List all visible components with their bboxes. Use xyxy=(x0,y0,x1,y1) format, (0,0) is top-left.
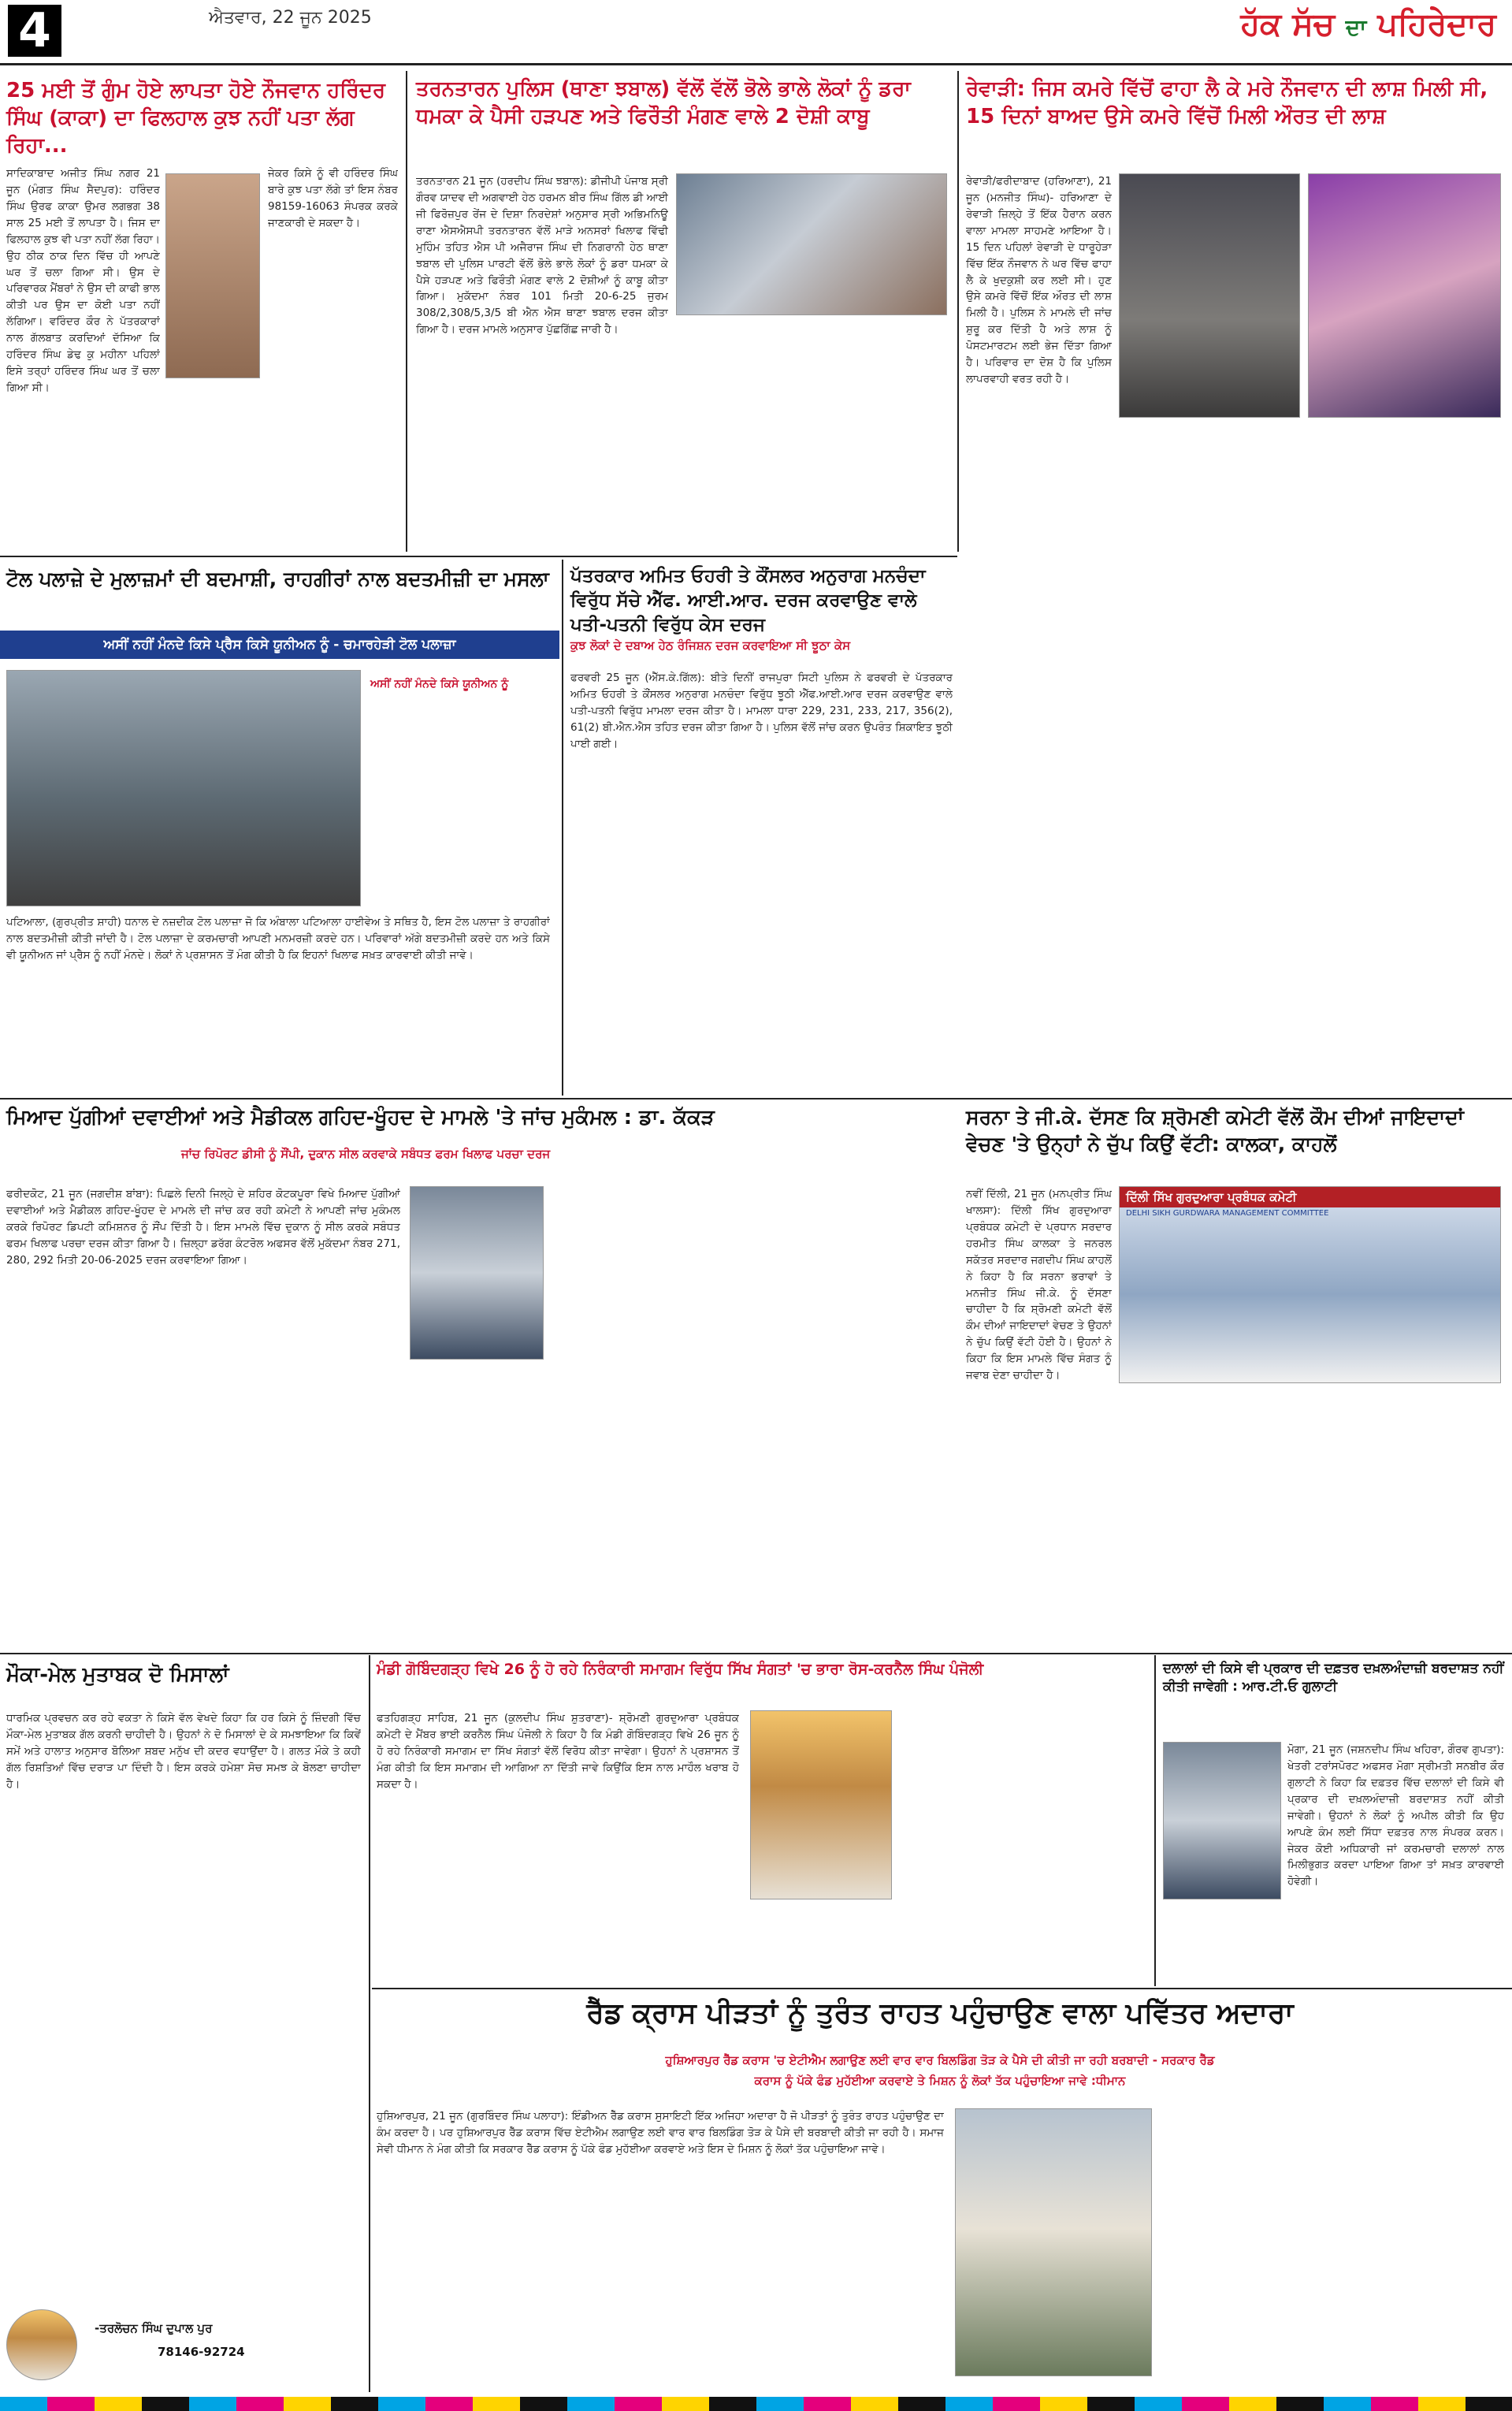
headline: ਮੌਕਾ-ਮੇਲ ਮੁਤਾਬਕ ਦੋ ਮਿਸਾਲਾਂ xyxy=(6,1663,229,1687)
subhead: ਜਾਂਚ ਰਿਪੋਰਟ ਡੀਸੀ ਨੂੰ ਸੌਂਪੀ, ਦੁਕਾਨ ਸੀਲ ਕਰਵਾਕੇ ਸਬੰਧਤ ਫਰਮ ਖਿਲਾਫ ਪਰਚਾ ਦਰਜ xyxy=(181,1147,551,1161)
body: ਨਵੀਂ ਦਿੱਲੀ, 21 ਜੂਨ (ਮਨਪ੍ਰੀਤ ਸਿੰਘ ਖਾਲਸਾ): ਦਿੱਲੀ ਸਿੱਖ ਗੁਰਦੁਆਰਾ ਪ੍ਰਬੰਧਕ ਕਮੇਟੀ ਦੇ ਪ੍ਰਧਾਨ ਸਰਦਾਰ ਹਰਮੀਤ ਸਿੰਘ ਕਾਲਕਾ ਤੇ ਜਨਰਲ ਸਕੱਤਰ ਸਰਦਾਰ ਜਗਦੀਪ ਸਿੰਘ ਕਾਹਲੋਂ ਨੇ ਕਿਹਾ ਹੈ ਕਿ ਸਰਨਾ ਭਰਾਵਾਂ ਤੇ ਮਨਜੀਤ ਸਿੰਘ ਜੀ.ਕੇ. ਨੂੰ ਦੱਸਣਾ ਚਾਹੀਦਾ ਹੈ ਕਿ ਸ਼੍ਰੋਮਣੀ ਕਮੇਟੀ ਵੱਲੋਂ ਕੌਮ ਦੀਆਂ ਜਾਇਦਾਦਾਂ ਵੇਚਣ ਤੇ ਉਹਨਾਂ ਨੇ ਚੁੱਪ ਕਿਉਂ ਵੱਟੀ ਹੋਈ ਹੈ। ਉਹਨਾਂ ਨੇ ਕਿਹਾ ਕਿ ਇਸ ਮਾਮਲੇ ਵਿੱਚ ਸੰਗਤ ਨੂੰ ਜਵਾਬ ਦੇਣਾ ਚਾਹੀਦਾ ਹੈ। xyxy=(966,1188,1112,1382)
subhead: ਕੁਝ ਲੋਕਾਂ ਦੇ ਦਬਾਅ ਹੇਠ ਰੰਜਿਸ਼ਨ ਦਰਜ ਕਰਵਾਇਆ ਸੀ ਝੂਠਾ ਕੇਸ xyxy=(570,638,851,653)
headline: ਤਰਨਤਾਰਨ ਪੁਲਿਸ (ਥਾਣਾ ਝਬਾਲ) ਵੱਲੋਂ ਵੱਲੋਂ ਭੋਲੇ ਭਾਲੇ ਲੋਕਾਂ ਨੂੰ ਡਰਾ ਧਮਕਾ ਕੇ ਪੈਸੀ ਹੜਪਣ ਅਤੇ ਫਿਰੌਤੀ ਮੰਗਣ ਵਾਲੇ 2 ਦੋਸ਼ੀ ਕਾਬੂ xyxy=(416,77,911,129)
section-rule xyxy=(0,1653,1512,1654)
author-phone: 78146-92724 xyxy=(158,2345,245,2359)
column-rule xyxy=(1154,1655,1156,1986)
body: ਰੇਵਾੜੀ/ਫਰੀਦਾਬਾਦ (ਹਰਿਆਣਾ), 21 ਜੂਨ (ਮਨਜੀਤ ਸਿੰਘ)- ਹਰਿਆਣਾ ਦੇ ਰੇਵਾੜੀ ਜ਼ਿਲ੍ਹੇ ਤੋਂ ਇੱਕ ਹੈਰਾਨ ਕਰਨ ਵਾਲਾ ਮਾਮਲਾ ਸਾਹਮਣੇ ਆਇਆ ਹੈ। 15 ਦਿਨ ਪਹਿਲਾਂ ਰੇਵਾੜੀ ਦੇ ਧਾਰੂਹੇੜਾ ਵਿੱਚ ਇੱਕ ਨੌਜਵਾਨ ਨੇ ਘਰ ਵਿੱਚ ਫਾਹਾ ਲੈ ਕੇ ਖੁਦਕੁਸ਼ੀ ਕਰ ਲਈ ਸੀ। ਹੁਣ ਉਸੇ ਕਮਰੇ ਵਿੱਚੋਂ ਇੱਕ ਔਰਤ ਦੀ ਲਾਸ਼ ਮਿਲੀ ਹੈ। ਪੁਲਿਸ ਨੇ ਮਾਮਲੇ ਦੀ ਜਾਂਚ ਸ਼ੁਰੂ ਕਰ ਦਿੱਤੀ ਹੈ ਅਤੇ ਲਾਸ਼ ਨੂੰ ਪੋਸਟਮਾਰਟਮ ਲਈ ਭੇਜ ਦਿੱਤਾ ਗਿਆ ਹੈ। ਪਰਿਵਾਰ ਦਾ ਦੋਸ਼ ਹੈ ਕਿ ਪੁਲਿਸ ਲਾਪਰਵਾਹੀ ਵਰਤ ਰਹੀ ਹੈ। xyxy=(966,175,1112,386)
article-missing-youth xyxy=(0,71,402,552)
headline: ਦਲਾਲਾਂ ਦੀ ਕਿਸੇ ਵੀ ਪ੍ਰਕਾਰ ਦੀ ਦਫ਼ਤਰ ਦਖ਼ਲਅੰਦਾਜ਼ੀ ਬਰਦਾਸ਼ਤ ਨਹੀਂ ਕੀਤੀ ਜਾਵੇਗੀ : ਆਰ.ਟੀ.ਓ ਗੁਲਾਟੀ xyxy=(1163,1661,1504,1695)
toll-quote: ਅਸੀਂ ਨਹੀਂ ਮੰਨਦੇ ਕਿਸੇ ਯੂਨੀਅਨ ਨੂੰ xyxy=(370,678,509,690)
room-photo xyxy=(1119,173,1300,418)
page-number: 4 xyxy=(8,5,61,57)
article-police-arrest xyxy=(411,71,955,552)
subhead-2: ਕਰਾਸ ਨੂੰ ਪੱਕੇ ਫੰਡ ਮੁਹੱਈਆ ਕਰਵਾਏ ਤੇ ਮਿਸ਼ਨ ਨੂੰ ਲੋਕਾਂ ਤੱਕ ਪਹੁੰਚਾਇਆ ਜਾਵੇ :ਧੀਮਾਨ xyxy=(754,2074,1126,2088)
newspaper-brand xyxy=(1240,6,1496,43)
contact: ਜੇਕਰ ਕਿਸੇ ਨੂੰ ਵੀ ਹਰਿੰਦਰ ਸਿੰਘ ਬਾਰੇ ਕੁਝ ਪਤਾ ਲੱਗੇ ਤਾਂ ਇਸ ਨੰਬਰ 98159-16063 ਸੰਪਰਕ ਕਰਕੇ ਜਾਣਕਾਰੀ ਦੇ ਸਕਦਾ ਹੈ। xyxy=(268,167,398,229)
red-cross-building-photo xyxy=(955,2108,1152,2376)
headline: ਪੱਤਰਕਾਰ ਅਮਿਤ ਓਹਰੀ ਤੇ ਕੌਂਸਲਰ ਅਨੁਰਾਗ ਮਨਚੰਦਾ ਵਿਰੁੱਧ ਸੱਚੇ ਐੱਫ. ਆਈ.ਆਰ. ਦਰਜ ਕਰਵਾਉਣ ਵਾਲੇ ਪਤੀ-ਪਤਨੀ ਵਿਰੁੱਧ ਕੇਸ ਦਰਜ xyxy=(570,566,926,636)
body: ਪਟਿਆਲਾ, (ਗੁਰਪ੍ਰੀਤ ਸ਼ਾਹੀ) ਧਨਾਲ ਦੇ ਨਜ਼ਦੀਕ ਟੋਲ ਪਲਾਜ਼ਾ ਜੋ ਕਿ ਅੰਬਾਲਾ ਪਟਿਆਲਾ ਹਾਈਵੇਅ ਤੇ ਸਥਿਤ ਹੈ, ਇਸ ਟੋਲ ਪਲਾਜ਼ਾ ਤੇ ਰਾਹਗੀਰਾਂ ਨਾਲ ਬਦਤਮੀਜ਼ੀ ਕੀਤੀ ਜਾਂਦੀ ਹੈ। ਟੋਲ ਪਲਾਜ਼ਾ ਦੇ ਕਰਮਚਾਰੀ ਆਪਣੀ ਮਨਮਰਜ਼ੀ ਕਰਦੇ ਹਨ। ਪਰਿਵਾਰਾਂ ਅੱਗੇ ਬਦਤਮੀਜ਼ੀ ਕਰਦੇ ਹਨ ਅਤੇ ਕਿਸੇ ਵੀ ਯੂਨੀਅਨ ਜਾਂ ਪ੍ਰੈਸ ਨੂੰ ਨਹੀਂ ਮੰਨਦੇ। ਲੋਕਾਂ ਨੇ ਪ੍ਰਸ਼ਾਸਨ ਤੋਂ ਮੰਗ ਕੀਤੀ ਹੈ ਕਿ ਇਹਨਾਂ ਖਿਲਾਫ ਸਖ਼ਤ ਕਾਰਵਾਈ ਕੀਤੀ ਜਾਵੇ। xyxy=(6,916,550,962)
masthead-rule xyxy=(0,63,1512,65)
column-rule xyxy=(369,1655,370,2392)
article-fir-case xyxy=(566,560,956,1096)
article-mandi-protest xyxy=(372,1655,1152,1986)
article-gulati xyxy=(1158,1655,1509,1986)
meeting-photo xyxy=(1119,1186,1501,1383)
body: ਫਰਵਰੀ 25 ਜੂਨ (ਐੱਸ.ਕੇ.ਗਿੱਲ): ਬੀਤੇ ਦਿਨੀਂ ਰਾਜਪੁਰਾ ਸਿਟੀ ਪੁਲਿਸ ਨੇ ਫਰਵਰੀ ਦੇ ਪੱਤਰਕਾਰ ਅਮਿਤ ਓਹਰੀ ਤੇ ਕੌਂਸਲਰ ਅਨੁਰਾਗ ਮਨਚੰਦਾ ਵਿਰੁੱਧ ਝੂਠੀ ਐੱਫ.ਆਈ.ਆਰ ਦਰਜ ਕਰਵਾਉਣ ਵਾਲੇ ਪਤੀ-ਪਤਨੀ ਵਿਰੁੱਧ ਮਾਮਲਾ ਦਰਜ ਕੀਤਾ ਹੈ। ਮਾਮਲਾ ਧਾਰਾ 229, 231, 233, 217, 356(2), 61(2) ਬੀ.ਐਨ.ਐਸ ਤਹਿਤ ਦਰਜ ਕੀਤਾ ਗਿਆ ਹੈ। ਪੁਲਿਸ ਵੱਲੋਂ ਜਾਂਚ ਕਰਨ ਉਪਰੰਤ ਸ਼ਿਕਾਇਤ ਝੂਠੀ ਪਾਈ ਗਈ। xyxy=(570,672,953,750)
headline: ਮਿਆਦ ਪੁੱਗੀਆਂ ਦਵਾਈਆਂ ਅਤੇ ਮੈਡੀਕਲ ਗਹਿਦ-ਖੂੰਹਦ ਦੇ ਮਾਮਲੇ 'ਤੇ ਜਾਂਚ ਮੁਕੰਮਲ : ਡਾ. ਕੱਕੜ xyxy=(6,1106,715,1129)
article-red-cross xyxy=(372,1990,1510,2392)
column-rule xyxy=(406,71,407,552)
subhead-1: ਹੁਸ਼ਿਆਰਪੁਰ ਰੈੱਡ ਕਰਾਸ 'ਚ ਏਟੀਐਮ ਲਗਾਉਣ ਲਈ ਵਾਰ ਵਾਰ ਬਿਲਡਿੰਗ ਤੋੜ ਕੇ ਪੈਸੇ ਦੀ ਕੀਤੀ ਜਾ ਰਹੀ ਬਰਬਾਦੀ - ਸਰਕਾਰ ਰੈੱਡ xyxy=(665,2053,1215,2067)
article-idioms xyxy=(0,1655,366,2392)
headline: ਮੰਡੀ ਗੋਬਿੰਦਗੜ੍ਹ ਵਿਖੇ 26 ਨੂੰ ਹੋ ਰਹੇ ਨਿਰੰਕਾਰੀ ਸਮਾਗਮ ਵਿਰੁੱਧ ਸਿੱਖ ਸੰਗਤਾਂ 'ਚ ਭਾਰਾ ਰੋਸ-ਕਰਨੈਲ ਸਿੰਘ ਪੰਜੋਲੀ xyxy=(377,1661,984,1678)
toll-banner: ਅਸੀਂ ਨਹੀਂ ਮੰਨਦੇ ਕਿਸੇ ਪ੍ਰੈਸ ਕਿਸੇ ਯੂਨੀਅਨ ਨੂੰ - ਚਮਾਰਹੇੜੀ ਟੋਲ ਪਲਾਜ਼ਾ xyxy=(0,631,559,659)
article-sarna-gk xyxy=(961,1099,1509,1651)
section-rule xyxy=(0,556,957,557)
brand-first: ਹੱਕ ਸੱਚ xyxy=(1240,6,1335,43)
column-rule xyxy=(562,560,563,1096)
rto-photo xyxy=(1163,1742,1281,1899)
body: ਮੋਗਾ, 21 ਜੂਨ (ਜਸ਼ਨਦੀਪ ਸਿੰਘ ਖਹਿਰਾ, ਗੌਰਵ ਗੁਪਤਾ): ਖੇਤਰੀ ਟਰਾਂਸਪੋਰਟ ਅਫਸਰ ਮੋਗਾ ਸ੍ਰੀਮਤੀ ਸਨਬੀਰ ਕੌਰ ਗੁਲਾਟੀ ਨੇ ਕਿਹਾ ਕਿ ਦਫ਼ਤਰ ਵਿੱਚ ਦਲਾਲਾਂ ਦੀ ਕਿਸੇ ਵੀ ਪ੍ਰਕਾਰ ਦੀ ਦਖ਼ਲਅੰਦਾਜ਼ੀ ਬਰਦਾਸ਼ਤ ਨਹੀਂ ਕੀਤੀ ਜਾਵੇਗੀ। ਉਹਨਾਂ ਨੇ ਲੋਕਾਂ ਨੂੰ ਅਪੀਲ ਕੀਤੀ ਕਿ ਉਹ ਆਪਣੇ ਕੰਮ ਲਈ ਸਿੱਧਾ ਦਫ਼ਤਰ ਨਾਲ ਸੰਪਰਕ ਕਰਨ। ਜੇਕਰ ਕੋਈ ਅਧਿਕਾਰੀ ਜਾਂ ਕਰਮਚਾਰੀ ਦਲਾਲਾਂ ਨਾਲ ਮਿਲੀਭੁਗਤ ਕਰਦਾ ਪਾਇਆ ਗਿਆ ਤਾਂ ਸਖ਼ਤ ਕਾਰਵਾਈ ਹੋਵੇਗੀ। xyxy=(1287,1743,1504,1888)
doctor-photo xyxy=(410,1186,544,1360)
body: ਤਰਨਤਾਰਨ 21 ਜੂਨ (ਹਰਦੀਪ ਸਿੰਘ ਝਬਾਲ): ਡੀਜੀਪੀ ਪੰਜਾਬ ਸ੍ਰੀ ਗੌਰਵ ਯਾਦਵ ਦੀ ਅਗਵਾਈ ਹੇਠ ਹਰਮਨ ਬੀਰ ਸਿੰਘ ਗਿੱਲ ਡੀ ਆਈ ਜੀ ਫਿਰੋਜ਼ਪੁਰ ਰੇਂਜ ਦੇ ਦਿਸ਼ਾ ਨਿਰਦੇਸ਼ਾਂ ਅਨੁਸਾਰ ਸ੍ਰੀ ਅਭਿਮਨਿਊ ਰਾਣਾ ਐਸਐਸਪੀ ਤਰਨਤਾਰਨ ਵੱਲੋਂ ਮਾੜੇ ਅਨਸਰਾਂ ਖਿਲਾਫ ਵਿੱਢੀ ਮੁਹਿੰਮ ਤਹਿਤ ਐਸ ਪੀ ਅਜੈਰਾਜ ਸਿੰਘ ਦੀ ਨਿਗਰਾਨੀ ਹੇਠ ਥਾਣਾ ਝਬਾਲ ਦੀ ਪੁਲਿਸ ਪਾਰਟੀ ਵੱਲੋਂ ਭੋਲੇ ਭਾਲੇ ਲੋਕਾਂ ਨੂੰ ਡਰਾ ਧਮਕਾ ਕੇ ਪੈਸੇ ਹੜਪਣ ਅਤੇ ਫਿਰੌਤੀ ਮੰਗਣ ਵਾਲੇ 2 ਦੋਸ਼ੀਆਂ ਨੂੰ ਕਾਬੂ ਕੀਤਾ ਗਿਆ। ਮੁਕੱਦਮਾ ਨੰਬਰ 101 ਮਿਤੀ 20-6-25 ਜੁਰਮ 308/2,308/5,3/5 ਬੀ ਐਨ ਐਸ ਥਾਣਾ ਝਬਾਲ ਦਰਜ ਕੀਤਾ ਗਿਆ ਹੈ। ਦਰਜ ਮਾਮਲੇ ਅਨੁਸਾਰ ਪੁੱਛਗਿੱਛ ਜਾਰੀ ਹੈ। xyxy=(416,175,668,337)
author-photo xyxy=(6,2309,77,2380)
article-medicine-probe xyxy=(0,1099,957,1651)
body: ਫਤਹਿਗੜ੍ਹ ਸਾਹਿਬ, 21 ਜੂਨ (ਕੁਲਦੀਪ ਸਿੰਘ ਸ਼ੁਤਰਾਣਾ)- ਸ਼੍ਰੋਮਣੀ ਗੁਰਦੁਆਰਾ ਪ੍ਰਬੰਧਕ ਕਮੇਟੀ ਦੇ ਮੈਂਬਰ ਭਾਈ ਕਰਨੈਲ ਸਿੰਘ ਪੰਜੋਲੀ ਨੇ ਕਿਹਾ ਹੈ ਕਿ ਮੰਡੀ ਗੋਬਿੰਦਗੜ੍ਹ ਵਿਖੇ 26 ਜੂਨ ਨੂੰ ਹੋ ਰਹੇ ਨਿਰੰਕਾਰੀ ਸਮਾਗਮ ਦਾ ਸਿੱਖ ਸੰਗਤਾਂ ਵੱਲੋਂ ਵਿਰੋਧ ਕੀਤਾ ਜਾਵੇਗਾ। ਉਹਨਾਂ ਨੇ ਪ੍ਰਸ਼ਾਸਨ ਤੋਂ ਮੰਗ ਕੀਤੀ ਕਿ ਇਸ ਸਮਾਗਮ ਦੀ ਆਗਿਆ ਨਾ ਦਿੱਤੀ ਜਾਵੇ ਕਿਉਂਕਿ ਇਸ ਨਾਲ ਮਾਹੌਲ ਖਰਾਬ ਹੋ ਸਕਦਾ ਹੈ। xyxy=(377,1712,739,1791)
color-registration-strip xyxy=(0,2397,1512,2411)
brand-mid: ਦਾ xyxy=(1345,14,1367,40)
dsgmc-banner: ਦਿੱਲੀ ਸਿੱਖ ਗੁਰਦੁਆਰਾ ਪ੍ਰਬੰਧਕ ਕਮੇਟੀ xyxy=(1120,1187,1500,1207)
body: ਫਰੀਦਕੋਟ, 21 ਜੂਨ (ਜਗਦੀਸ਼ ਬਾਂਬਾ): ਪਿਛਲੇ ਦਿਨੀ ਜਿਲ੍ਹੇ ਦੇ ਸ਼ਹਿਰ ਕੋਟਕਪੂਰਾ ਵਿਖੇ ਮਿਆਦ ਪੁੱਗੀਆਂ ਦਵਾਈਆਂ ਅਤੇ ਮੈਡੀਕਲ ਗਹਿਦ-ਖੂੰਹਦ ਦੇ ਮਾਮਲੇ ਦੀ ਜਾਂਚ ਕਰ ਰਹੀ ਕਮੇਟੀ ਨੇ ਆਪਣੀ ਜਾਂਚ ਮੁਕੰਮਲ ਕਰਕੇ ਰਿਪੋਰਟ ਡਿਪਟੀ ਕਮਿਸ਼ਨਰ ਨੂੰ ਸੌਂਪ ਦਿੱਤੀ ਹੈ। ਇਸ ਮਾਮਲੇ ਵਿੱਚ ਦੁਕਾਨ ਨੂੰ ਸੀਲ ਕਰਕੇ ਸਬੰਧਤ ਫਰਮ ਖਿਲਾਫ ਪਰਚਾ ਦਰਜ ਕੀਤਾ ਗਿਆ ਹੈ। ਜ਼ਿਲ੍ਹਾ ਡਰੱਗ ਕੰਟਰੋਲ ਅਫਸਰ ਵੱਲੋਂ ਮੁਕੱਦਮਾ ਨੰਬਰ 271, 280, 292 ਮਿਤੀ 20-06-2025 ਦਰਜ ਕਰਵਾਇਆ ਗਿਆ। xyxy=(6,1188,400,1267)
dsgmc-banner-en: DELHI SIKH GURDWARA MANAGEMENT COMMITTEE xyxy=(1126,1209,1329,1218)
headline: ਟੋਲ ਪਲਾਜ਼ੇ ਦੇ ਮੁਲਾਜ਼ਮਾਂ ਦੀ ਬਦਮਾਸ਼ੀ, ਰਾਹਗੀਰਾਂ ਨਾਲ ਬਦਤਮੀਜ਼ੀ ਦਾ ਮਸਲਾ xyxy=(6,567,549,590)
police-arrest-photo xyxy=(676,173,947,315)
brand-last: ਪਹਿਰੇਦਾਰ xyxy=(1377,6,1496,43)
body: ਹੁਸ਼ਿਆਰਪੁਰ, 21 ਜੂਨ (ਗੁਰਬਿੰਦਰ ਸਿੰਘ ਪਲਾਹਾ): ਇੰਡੀਅਨ ਰੈੱਡ ਕਰਾਸ ਸੁਸਾਇਟੀ ਇੱਕ ਅਜਿਹਾ ਅਦਾਰਾ ਹੈ ਜੋ ਪੀੜਤਾਂ ਨੂੰ ਤੁਰੰਤ ਰਾਹਤ ਪਹੁੰਚਾਉਣ ਦਾ ਕੰਮ ਕਰਦਾ ਹੈ। ਪਰ ਹੁਸ਼ਿਆਰਪੁਰ ਰੈੱਡ ਕਰਾਸ ਵਿੱਚ ਏਟੀਐਮ ਲਗਾਉਣ ਲਈ ਵਾਰ ਵਾਰ ਬਿਲਡਿੰਗ ਤੋੜ ਕੇ ਪੈਸੇ ਦੀ ਬਰਬਾਦੀ ਕੀਤੀ ਜਾ ਰਹੀ ਹੈ। ਸਮਾਜ ਸੇਵੀ ਧੀਮਾਨ ਨੇ ਮੰਗ ਕੀਤੀ ਕਿ ਸਰਕਾਰ ਰੈੱਡ ਕਰਾਸ ਨੂੰ ਪੱਕੇ ਫੰਡ ਮੁਹੱਈਆ ਕਰਵਾਏ ਅਤੇ ਇਸ ਦੇ ਮਿਸ਼ਨ ਨੂੰ ਲੋਕਾਂ ਤੱਕ ਪਹੁੰਚਾਇਆ ਜਾਵੇ। xyxy=(377,2110,944,2156)
column-rule xyxy=(957,71,959,552)
body: ਸਾਦਿਕਾਬਾਦ ਅਜੀਤ ਸਿੰਘ ਨਗਰ 21 ਜੂਨ (ਮੰਗਤ ਸਿੰਘ ਸੈਦਪੁਰ): ਹਰਿੰਦਰ ਸਿੰਘ ਉਰਫ ਕਾਕਾ ਉਮਰ ਲਗਭਗ 38 ਸਾਲ 25 ਮਈ ਤੋਂ ਲਾਪਤਾ ਹੈ। ਜਿਸ ਦਾ ਫਿਲਹਾਲ ਕੁਝ ਵੀ ਪਤਾ ਨਹੀਂ ਲੱਗ ਰਿਹਾ। ਉਹ ਠੀਕ ਠਾਕ ਦਿਨ ਵਿੱਚ ਹੀ ਆਪਣੇ ਘਰ ਤੋਂ ਚਲਾ ਗਿਆ ਸੀ। ਉਸ ਦੇ ਪਰਿਵਾਰਕ ਮੈਂਬਰਾਂ ਨੇ ਉਸ ਦੀ ਕਾਫੀ ਭਾਲ ਕੀਤੀ ਪਰ ਉਸ ਦਾ ਕੋਈ ਪਤਾ ਨਹੀਂ ਲੱਗਿਆ। ਵਰਿੰਦਰ ਕੌਰ ਨੇ ਪੱਤਰਕਾਰਾਂ ਨਾਲ ਗੱਲਬਾਤ ਕਰਦਿਆਂ ਦੱਸਿਆ ਕਿ ਹਰਿੰਦਰ ਸਿੰਘ ਡੇਢ ਕੁ ਮਹੀਨਾ ਪਹਿਲਾਂ ਇਸੇ ਤਰ੍ਹਾਂ ਹਰਿੰਦਰ ਸਿੰਘ ਘਰ ਤੋਂ ਚਲਾ ਗਿਆ ਸੀ। xyxy=(6,167,160,394)
issue-date: ਐਤਵਾਰ, 22 ਜੂਨ 2025 xyxy=(209,8,372,28)
panjoli-photo xyxy=(750,1710,892,1899)
headline: ਸਰਨਾ ਤੇ ਜੀ.ਕੇ. ਦੱਸਣ ਕਿ ਸ਼੍ਰੋਮਣੀ ਕਮੇਟੀ ਵੱਲੋਂ ਕੌਮ ਦੀਆਂ ਜਾਇਦਾਦਾਂ ਵੇਚਣ 'ਤੇ ਉਨ੍ਹਾਂ ਨੇ ਚੁੱਪ ਕਿਉਂ ਵੱਟੀ: ਕਾਲਕਾ, ਕਾਹਲੋਂ xyxy=(966,1106,1464,1155)
toll-plaza-photo xyxy=(6,670,361,906)
missing-youth-photo xyxy=(165,173,260,378)
headline: ਰੈੱਡ ਕ੍ਰਾਸ ਪੀੜਤਾਂ ਨੂੰ ਤੁਰੰਤ ਰਾਹਤ ਪਹੁੰਚਾਉਣ ਵਾਲਾ ਪਵਿੱਤਰ ਅਦਾਰਾ xyxy=(586,1997,1294,2030)
body: ਧਾਰਮਿਕ ਪ੍ਰਵਚਨ ਕਰ ਰਹੇ ਵਕਤਾ ਨੇ ਕਿਸੇ ਵੱਲ ਵੇਖਦੇ ਕਿਹਾ ਕਿ ਹਰ ਕਿਸੇ ਨੂੰ ਜ਼ਿੰਦਗੀ ਵਿੱਚ ਮੌਕਾ-ਮੇਲ ਮੁਤਾਬਕ ਗੱਲ ਕਰਨੀ ਚਾਹੀਦੀ ਹੈ। ਉਹਨਾਂ ਨੇ ਦੋ ਮਿਸਾਲਾਂ ਦੇ ਕੇ ਸਮਝਾਇਆ ਕਿ ਕਿਵੇਂ ਸਮੇਂ ਅਤੇ ਹਾਲਾਤ ਅਨੁਸਾਰ ਬੋਲਿਆ ਸ਼ਬਦ ਮਨੁੱਖ ਦੀ ਕਦਰ ਵਧਾਉਂਦਾ ਹੈ। ਗਲਤ ਮੌਕੇ ਤੇ ਕਹੀ ਗੱਲ ਰਿਸ਼ਤਿਆਂ ਵਿੱਚ ਦਰਾੜ ਪਾ ਦਿੰਦੀ ਹੈ। ਇਸ ਕਰਕੇ ਹਮੇਸ਼ਾ ਸੋਚ ਸਮਝ ਕੇ ਬੋਲਣਾ ਚਾਹੀਦਾ ਹੈ। xyxy=(6,1712,361,1791)
headline: ਰੇਵਾੜੀ: ਜਿਸ ਕਮਰੇ ਵਿੱਚੋਂ ਫਾਹਾ ਲੈ ਕੇ ਮਰੇ ਨੌਜਵਾਨ ਦੀ ਲਾਸ਼ ਮਿਲੀ ਸੀ, 15 ਦਿਨਾਂ ਬਾਅਦ ਉਸੇ ਕਮਰੇ ਵਿੱਚੋਂ ਮਿਲੀ ਔਰਤ ਦੀ ਲਾਸ਼ xyxy=(966,77,1488,129)
author-name: -ਤਰਲੋਚਨ ਸਿੰਘ ਦੁਪਾਲ ਪੁਰ xyxy=(95,2321,213,2335)
headline: 25 ਮਈ ਤੋਂ ਗੁੰਮ ਹੋਏ ਲਾਪਤਾ ਹੋਏ ਨੌਜਵਾਨ ਹਰਿੰਦਰ ਸਿੰਘ (ਕਾਕਾ) ਦਾ ਫਿਲਹਾਲ ਕੁਝ ਨਹੀਂ ਪਤਾ ਲੱਗ ਰਿਹਾ... xyxy=(6,79,386,158)
section-rule xyxy=(372,1988,1512,1989)
woman-photo xyxy=(1308,173,1501,418)
article-rewari xyxy=(961,71,1509,1096)
article-toll-plaza xyxy=(0,560,559,1096)
